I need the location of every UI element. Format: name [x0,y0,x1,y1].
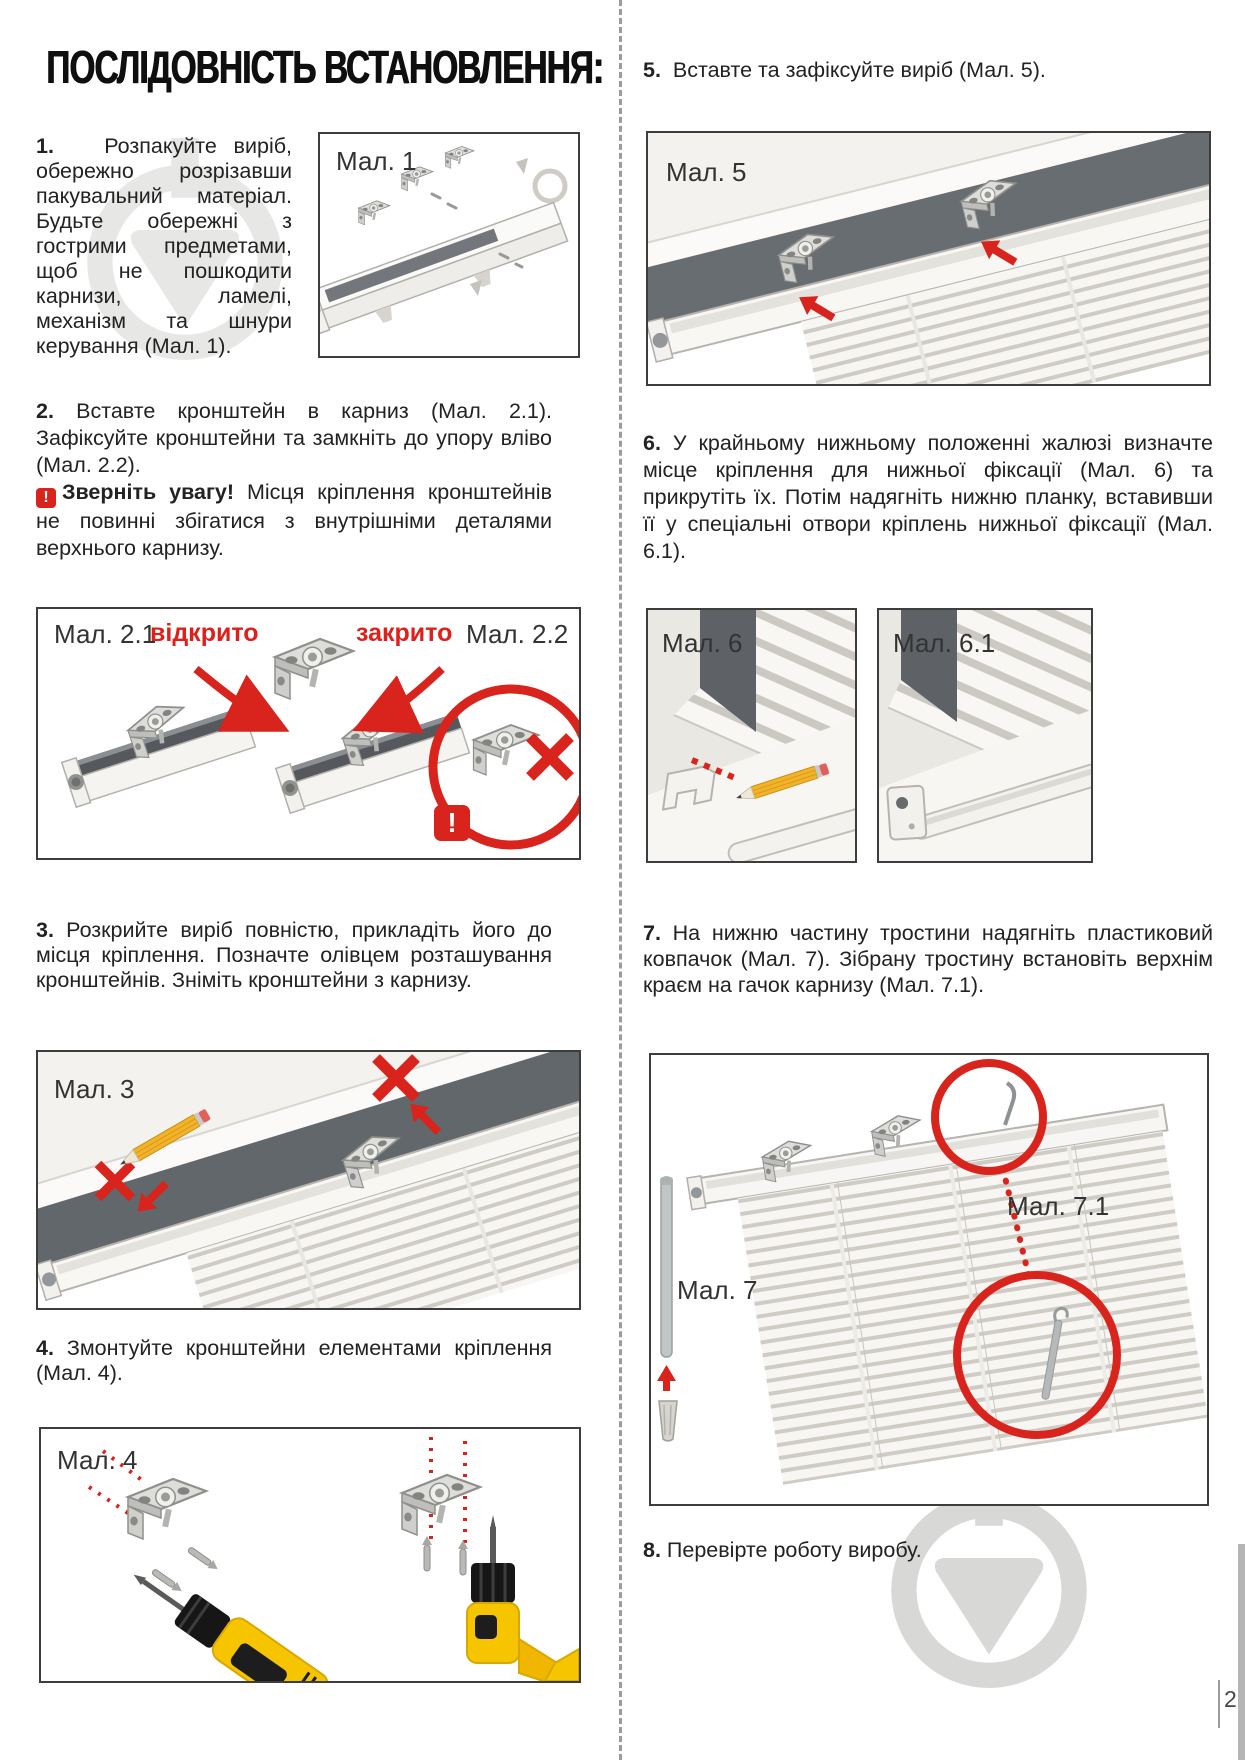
footer-rule [1218,1680,1220,1728]
figure-6-1-box [877,608,1093,863]
step-4-number: 4. [36,1336,54,1360]
figure-5-box [646,131,1211,386]
page-number: 2 [1224,1686,1237,1712]
figure-7-box [649,1053,1209,1506]
figure-6-1-label: Мал. 6.1 [893,628,996,658]
step-8-number: 8. [643,1538,661,1562]
step-1-text: 1. Розпакуйте виріб, обережно розрізавши пакувальний матеріал. Будьте обережні з гострими предметами, щоб не пошкодити карнизи, ламелі, механізм та шнури керування (Мал. 1). [36,134,293,358]
step-3-text: 3. Розкрийте виріб повністю, прикладіть його до місця кріплення. Позначте олівцем розташування кронштейнів. Зніміть кронштейни з карнизу. [36,918,552,992]
step-5-number: 5. [643,58,661,82]
figure-1-label: Мал. 1 [336,146,417,176]
figure-2-open-label: відкрито [150,619,259,647]
figure-2-1-label: Мал. 2.1 [54,619,157,649]
figure-5-label: Мал. 5 [666,157,747,187]
figure-2-2-label: Мал. 2.2 [466,619,569,649]
figure-3-box [36,1050,581,1310]
warning-icon: ! [434,805,470,841]
figure-4-label: Мал. 4 [57,1445,138,1475]
figure-6-label: Мал. 6 [662,628,743,658]
step-6-number: 6. [643,431,661,455]
step-6-text: 6. У крайньому нижньому положенні жалюзі визначте місце кріплення для нижньої фіксації (Мал. 6) та прикрутіть їх. Потім надягніть нижню планку, вставивши її у спеціальні отвори кріплень нижньої фіксації (Мал. 6.1). [643,431,1213,563]
figure-1-box [318,132,580,358]
figure-7-1-label: Мал. 7.1 [1007,1191,1110,1221]
figure-6-box [646,608,857,863]
warning-note: ! Зверніть увагу! Місця кріплення кронштейнів не повинні збігатися з внутрішніми деталями верхнього карнизу. [36,480,552,560]
warning-label: Зверніть увагу! [62,480,235,504]
figure-7-label: Мал. 7 [677,1275,758,1305]
step-5-text: 5. Вставте та зафіксуйте виріб (Мал. 5). [643,58,1046,82]
figure-2-box [36,607,581,860]
step-1-number: 1. [36,134,54,158]
step-3-number: 3. [36,918,54,942]
edge-bar [1238,1544,1245,1760]
step-7-text: 7. На нижню частину тростини надягніть пластиковий ковпачок (Мал. 7). Зібрану тростину встановіть верхнім краєм на гачок карнизу (Мал. 7.1). [643,921,1213,997]
step-2-text: 2. Вставте кронштейн в карниз (Мал. 2.1). Зафіксуйте кронштейни та замкніть до упору вліво (Мал. 2.2). ! Зверніть увагу! Місця кріплення кронштейнів не повинні збігатися з внутрішніми деталями верхнього карнизу. [36,399,552,560]
step-2-number: 2. [36,399,54,423]
page-title: ПОСЛІДОВНІСТЬ ВСТАНОВЛЕННЯ: [46,41,603,93]
figure-4-box [39,1427,581,1683]
figure-2-closed-label: закрито [356,619,453,647]
figure-3-label: Мал. 3 [54,1074,135,1104]
column-divider [619,0,622,1760]
step-7-number: 7. [643,921,661,945]
warning-icon: ! [36,488,56,508]
step-8-text: 8. Перевірте роботу виробу. [643,1538,922,1562]
step-4-text: 4. Змонтуйте кронштейни елементами кріплення (Мал. 4). [36,1336,552,1385]
